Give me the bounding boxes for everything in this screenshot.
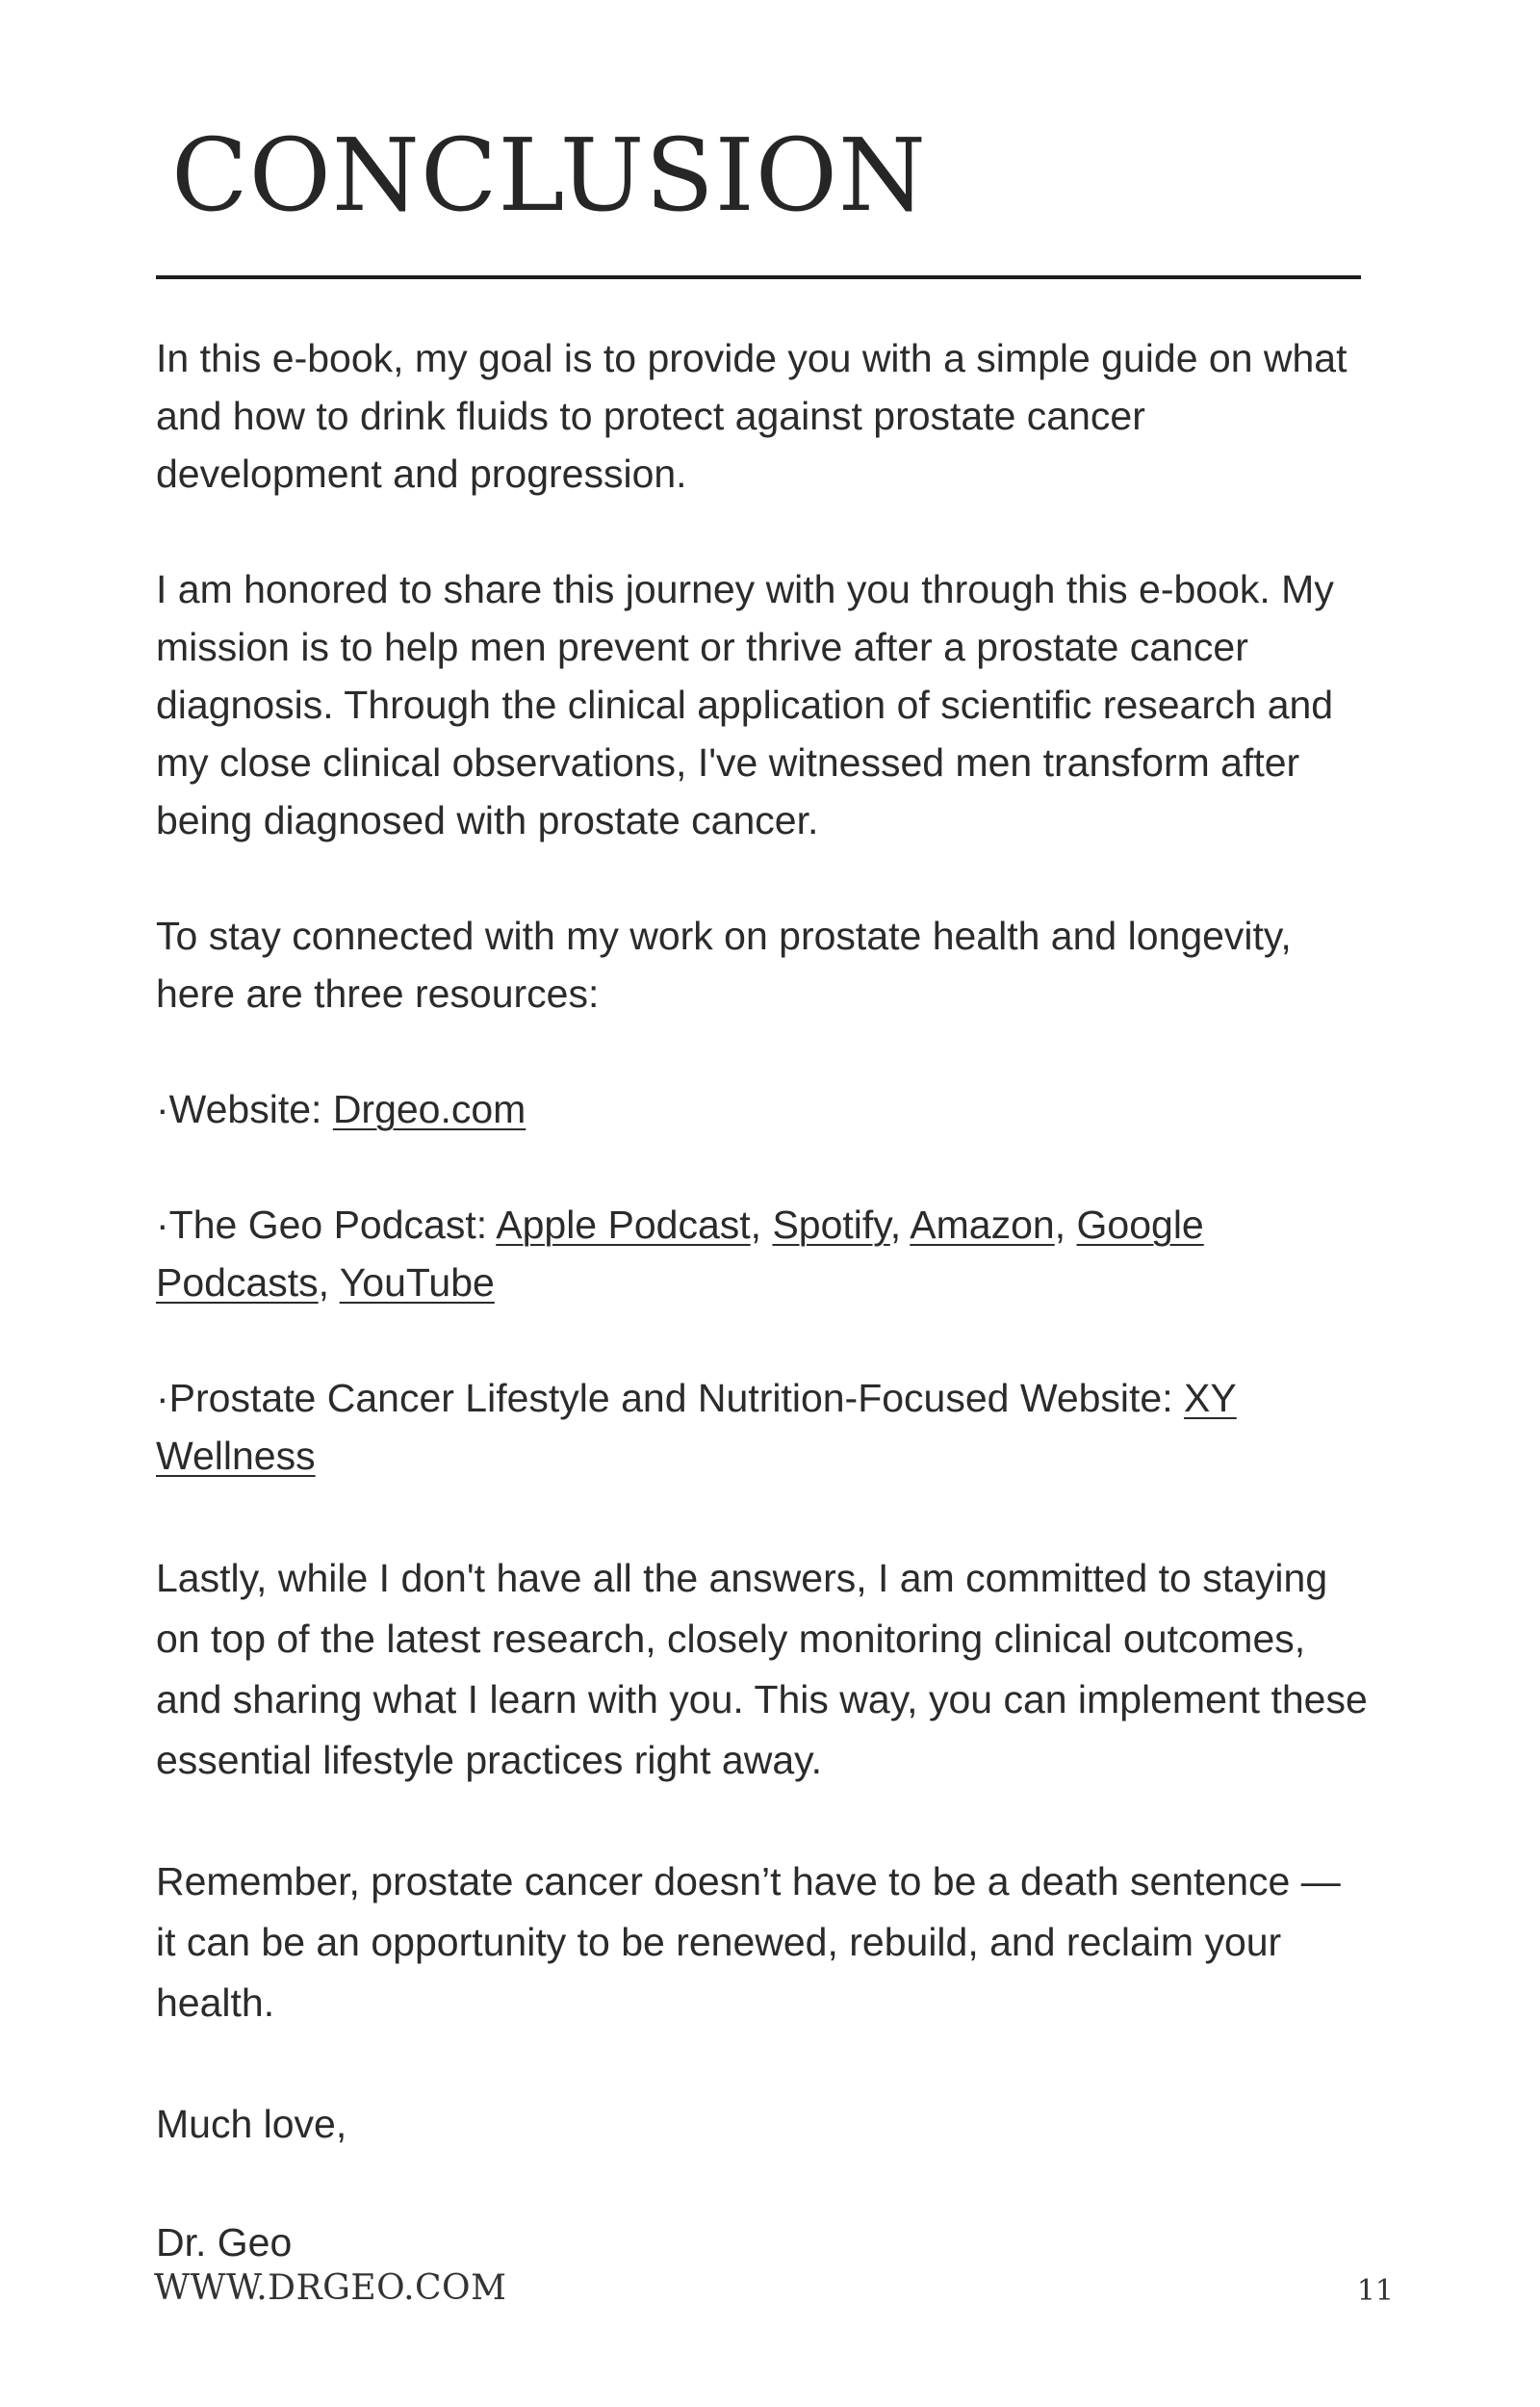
link-separator: , — [318, 1260, 340, 1305]
spotify-link[interactable]: Spotify — [772, 1203, 890, 1247]
resource-website-label: ·Website: — [156, 1087, 333, 1131]
closing-paragraph: Remember, prostate cancer doesn’t have to be a death sentence — it can be an opportunity to be renewed, rebuild, and reclaim your health. — [156, 1859, 1341, 2025]
page-body — [156, 329, 1369, 2331]
title-divider — [156, 275, 1361, 279]
footer-website: WWW.DRGEO.COM — [154, 2268, 507, 2308]
commitment-paragraph: Lastly, while I don't have all the answers, I am committed to staying on top of the latest research, closely monitoring clinical outcomes, and sharing what I learn with you. This way, you can implement these essential lifestyle practices right away. — [156, 1556, 1368, 1782]
link-separator: , — [750, 1203, 773, 1247]
intro-paragraph: In this e-book, my goal is to provide you with a simple guide on what and how to drink fluids to protect against prostate cancer development and progression. — [156, 336, 1348, 496]
signoff-closing: Much love, — [156, 2102, 347, 2146]
drgeo-link[interactable]: Drgeo.com — [332, 1087, 526, 1131]
resources-intro-paragraph: To stay connected with my work on prostate health and longevity, here are three resources: — [156, 914, 1292, 1016]
page-title: CONCLUSION — [171, 116, 928, 234]
resource-podcast-label: ·The Geo Podcast: — [156, 1203, 497, 1247]
signoff-name: Dr. Geo — [156, 2220, 293, 2265]
xy-wellness-link[interactable]: XY Wellness — [156, 1376, 1237, 1478]
youtube-link[interactable]: YouTube — [339, 1260, 495, 1305]
page-number: 11 — [1356, 2274, 1394, 2308]
apple-podcast-link[interactable]: Apple Podcast — [496, 1203, 751, 1247]
resource-podcast — [156, 1196, 1369, 1311]
mission-paragraph: I am honored to share this journey with you through this e-book. My mission is to help men prevent or thrive after a prostate cancer diagnosis. Through the clinical application of scientific research and my close clinical observations, I've witnessed men transform after being diagnosed with prostate cancer. — [156, 567, 1334, 842]
link-separator: , — [889, 1203, 911, 1247]
resource-lifestyle-label: ·Prostate Cancer Lifestyle and Nutrition-Focused Website: — [156, 1376, 1185, 1420]
resource-website — [156, 1080, 1369, 1138]
resource-lifestyle — [156, 1369, 1369, 1485]
link-separator: , — [1054, 1203, 1077, 1247]
google-podcasts-link[interactable]: Google Podcasts — [156, 1203, 1204, 1305]
amazon-link[interactable]: Amazon — [910, 1203, 1055, 1247]
